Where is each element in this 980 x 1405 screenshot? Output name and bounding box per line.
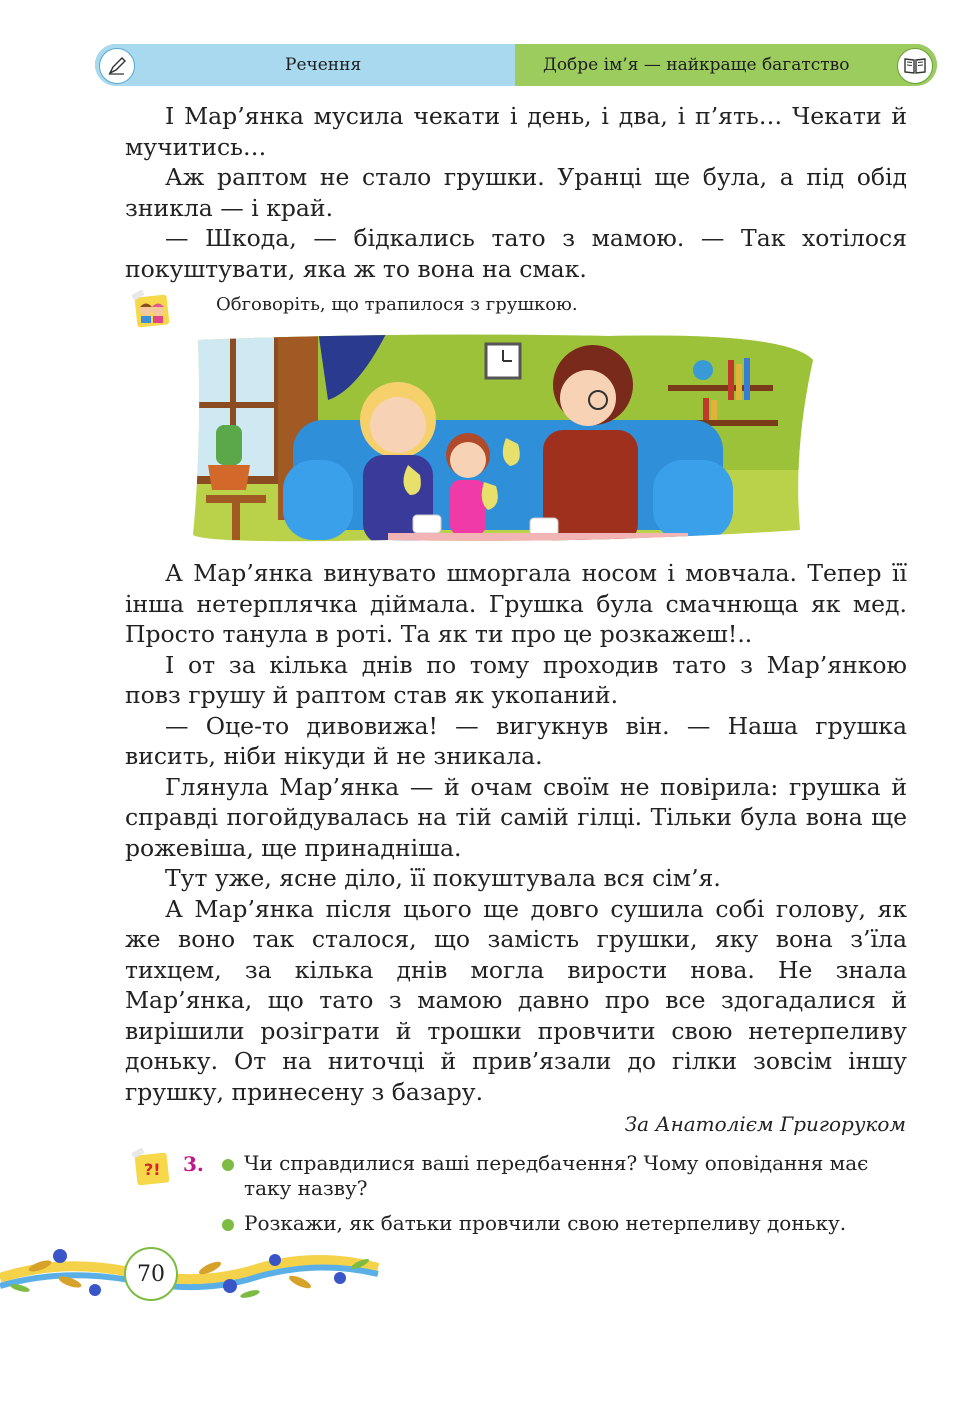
question-item: Розкажи, як батьки провчили свою нетерпеливу доньку. bbox=[244, 1211, 847, 1235]
paragraph: Тут уже, ясне діло, її покуштувала вся сім’я. bbox=[165, 864, 721, 892]
pen-icon bbox=[99, 48, 135, 84]
section-title: Речення bbox=[285, 55, 362, 75]
page-header bbox=[95, 44, 937, 86]
paragraph: І от за кілька днів по тому проходив тато з Мар’янкою повз грушу й раптом став як укопаний. bbox=[125, 650, 907, 709]
paragraph: — Шкода, — бідкались тато з мамою. — Так хотілося покуштувати, яка ж то вона на смак. bbox=[125, 224, 907, 283]
paragraph: Глянула Мар’янка — й очам своїм не повірила: грушка й справді погойдувалась на тій самій гілці. Тільки була вона ще рожевіша, ще принадніша. bbox=[125, 772, 907, 862]
paragraph: — Оце-то дивовижа! — вигукнув він. — Наша грушка висить, ніби нікуди й не зникала. bbox=[125, 711, 907, 770]
chapter-title: Добре ім’я — найкраще багатство bbox=[543, 55, 850, 75]
question-number: 3. bbox=[183, 1152, 204, 1176]
bullet-dot bbox=[222, 1159, 234, 1171]
story-text-top bbox=[125, 101, 907, 284]
author-attribution: За Анатолієм Григоруком bbox=[624, 1112, 906, 1136]
paragraph: А Мар’янка винувато шморгала носом і мовчала. Тепер її інша нетерплячка діймала. Грушка була смачнюща як мед. Просто танула в роті. Та як ти про це розкажеш!.. bbox=[125, 559, 907, 648]
wheat-flowers-ornament-icon bbox=[0, 1238, 380, 1308]
question-item: Чи справдилися ваші передбачення? Чому оповідання має таку назву? bbox=[244, 1151, 869, 1200]
svg-text:?!: ?! bbox=[144, 1160, 161, 1179]
page-number: 70 bbox=[124, 1247, 178, 1301]
book-icon bbox=[897, 48, 933, 84]
kids-discussion-icon bbox=[130, 290, 172, 328]
task-instruction: Обговоріть, що трапилося з грушкою. bbox=[216, 294, 578, 315]
question-exclamation-icon bbox=[130, 1148, 172, 1186]
paragraph: І Мар’янка мусила чекати і день, і два, і п’ять… Чекати й мучитись… bbox=[125, 102, 907, 161]
story-text-bottom bbox=[125, 558, 907, 1107]
bullet-dot bbox=[222, 1219, 234, 1231]
family-with-pears-illustration bbox=[188, 330, 820, 544]
paragraph: А Мар’янка після цього ще довго сушила собі голову, як же воно так сталося, що замість грушки, яку вона з’їла тихцем, за кілька днів могла вирости нова. Не знала Мар’янка, що тато з мамою давно про все здогадалися й вирішили розіграти й трошки провчити свою нетерпеливу доньку. От на ниточці й прив’язали до гілки зовсім іншу грушку, принесену з базару. bbox=[125, 894, 907, 1106]
paragraph: Аж раптом не стало грушки. Уранці ще була, а під обід зникла — і край. bbox=[125, 163, 907, 222]
